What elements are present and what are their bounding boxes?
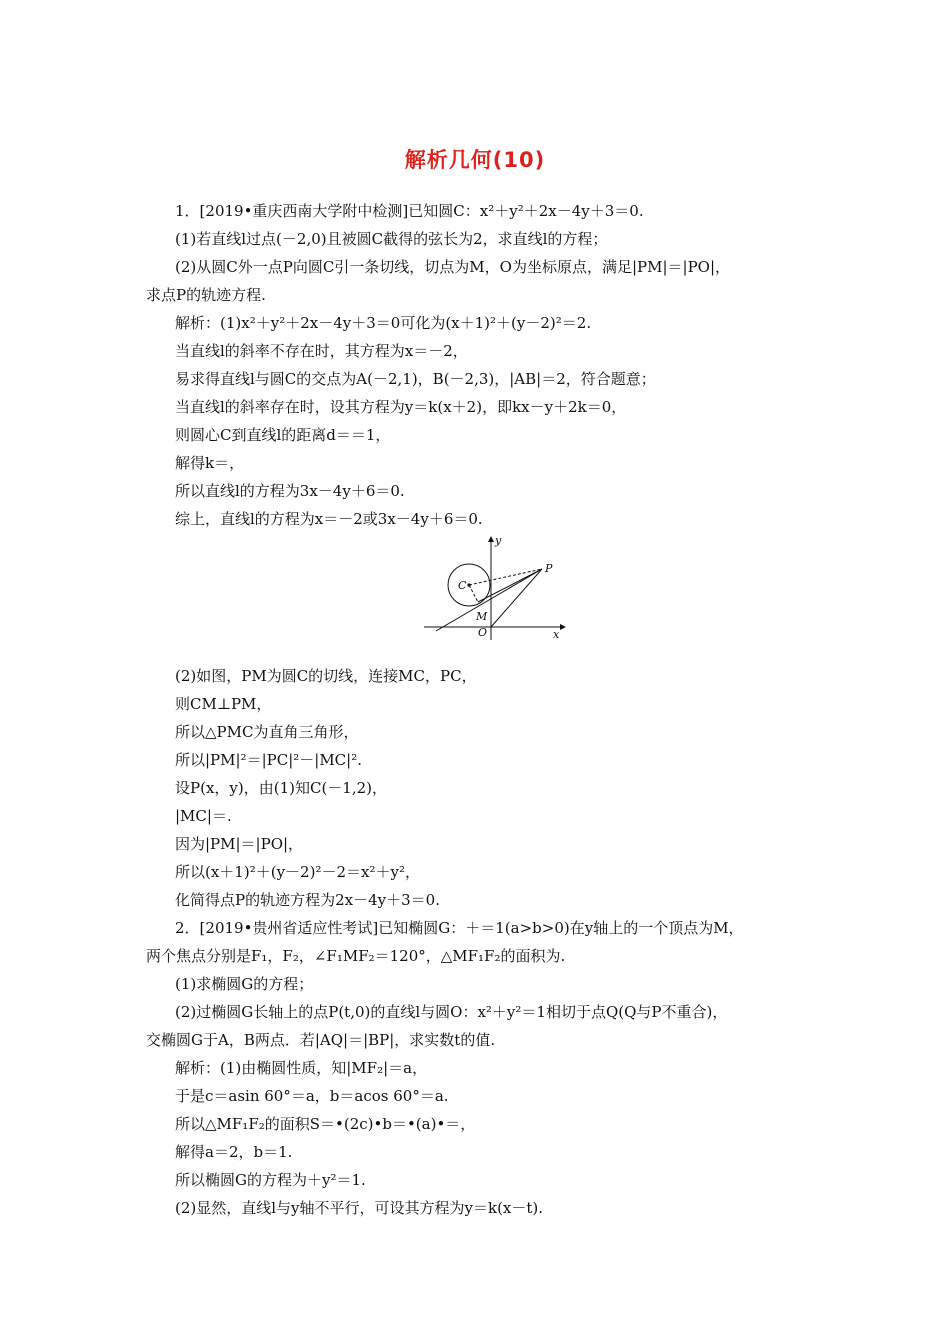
page-title: 解析几何(10) xyxy=(404,148,546,172)
solution-line: 化简得点P的轨迹方程为2x－4y＋3＝0. xyxy=(175,891,440,909)
y-axis-arrow xyxy=(488,536,494,542)
solution-line: 设P(x，y)，由(1)知C(－1,2)， xyxy=(175,779,388,797)
solution-line: 所以△PMC为直角三角形， xyxy=(175,723,359,741)
label-c: C xyxy=(458,579,467,592)
solution-line: 解析：(1)由椭圆性质，知|MF₂|＝a， xyxy=(175,1059,428,1077)
solution-line: 所以直线l的方程为3x－4y＋6＝0. xyxy=(175,482,405,500)
solution-line: 解得k＝， xyxy=(175,454,245,472)
label-y: y xyxy=(495,534,502,547)
circle-tangent-diagram xyxy=(422,532,572,642)
label-x: x xyxy=(553,628,560,641)
solution-line: (2)如图，PM为圆C的切线，连接MC，PC， xyxy=(175,667,477,685)
solution-line: 则CM⊥PM， xyxy=(175,695,272,713)
solution-line: 解析：(1)x²＋y²＋2x－4y＋3＝0可化为(x＋1)²＋(y－2)²＝2. xyxy=(175,314,592,332)
dashed-line-pc xyxy=(469,569,542,585)
problem-2-part-2: (2)过椭圆G长轴上的点P(t,0)的直线l与圆O：x²＋y²＝1相切于点Q(Q与P不重合)， xyxy=(175,1003,728,1021)
problem-1-statement: 1．[2019•重庆西南大学附中检测]已知圆C：x²＋y²＋2x－4y＋3＝0. xyxy=(175,202,644,220)
solution-line: 当直线l的斜率不存在时，其方程为x＝－2， xyxy=(175,342,468,360)
solution-line: 当直线l的斜率存在时，设其方程为y＝k(x＋2)，即kx－y＋2k＝0， xyxy=(175,398,627,416)
problem-2-statement-cont: 两个焦点分别是F₁，F₂，∠F₁MF₂＝120°，△MF₁F₂的面积为. xyxy=(146,947,566,965)
tangent-line-pm xyxy=(478,569,542,602)
solution-line: 所以椭圆G的方程为＋y²＝1. xyxy=(175,1171,366,1189)
problem-2-statement: 2．[2019•贵州省适应性考试]已知椭圆G：＋＝1(a>b>0)在y轴上的一个顶点为M， xyxy=(175,919,744,937)
problem-1-part-1: (1)若直线l过点(－2,0)且被圆C截得的弦长为2，求直线l的方程； xyxy=(175,230,608,248)
label-p: P xyxy=(545,562,553,575)
x-axis-arrow xyxy=(560,624,566,630)
solution-line: 于是c＝asin 60°＝a，b＝acos 60°＝a. xyxy=(175,1087,449,1105)
solution-line: 解得a＝2，b＝1. xyxy=(175,1143,293,1161)
problem-2-part-1: (1)求椭圆G的方程； xyxy=(175,975,314,993)
problem-1-part-2-cont: 求点P的轨迹方程. xyxy=(146,286,266,304)
line-po xyxy=(491,569,542,627)
geometry-figure xyxy=(422,532,572,642)
label-m: M xyxy=(476,610,488,623)
dashed-line-cm xyxy=(469,585,478,602)
problem-1-part-2: (2)从圆C外一点P向圆C引一条切线，切点为M，O为坐标原点，满足|PM|＝|PO|， xyxy=(175,258,731,276)
solution-line: |MC|＝. xyxy=(175,807,232,825)
solution-line: 所以△MF₁F₂的面积S＝•(2c)•b＝•(a)•＝， xyxy=(175,1115,476,1133)
problem-2-part-2-cont: 交椭圆G于A，B两点．若|AQ|＝|BP|，求实数t的值. xyxy=(146,1031,496,1049)
solution-line: 所以(x＋1)²＋(y－2)²－2＝x²＋y²， xyxy=(175,863,420,881)
solution-line: 因为|PM|＝|PO|， xyxy=(175,835,304,853)
solution-line: (2)显然，直线l与y轴不平行，可设其方程为y＝k(x－t). xyxy=(175,1199,544,1217)
solution-line: 所以|PM|²＝|PC|²－|MC|². xyxy=(175,751,362,769)
label-o: O xyxy=(478,626,488,639)
solution-line: 则圆心C到直线l的距离d＝＝1， xyxy=(175,426,391,444)
solution-line: 易求得直线l与圆C的交点为A(－2,1)，B(－2,3)，|AB|＝2，符合题意； xyxy=(175,370,656,388)
solution-line: 综上，直线l的方程为x＝－2或3x－4y＋6＝0. xyxy=(175,510,483,528)
